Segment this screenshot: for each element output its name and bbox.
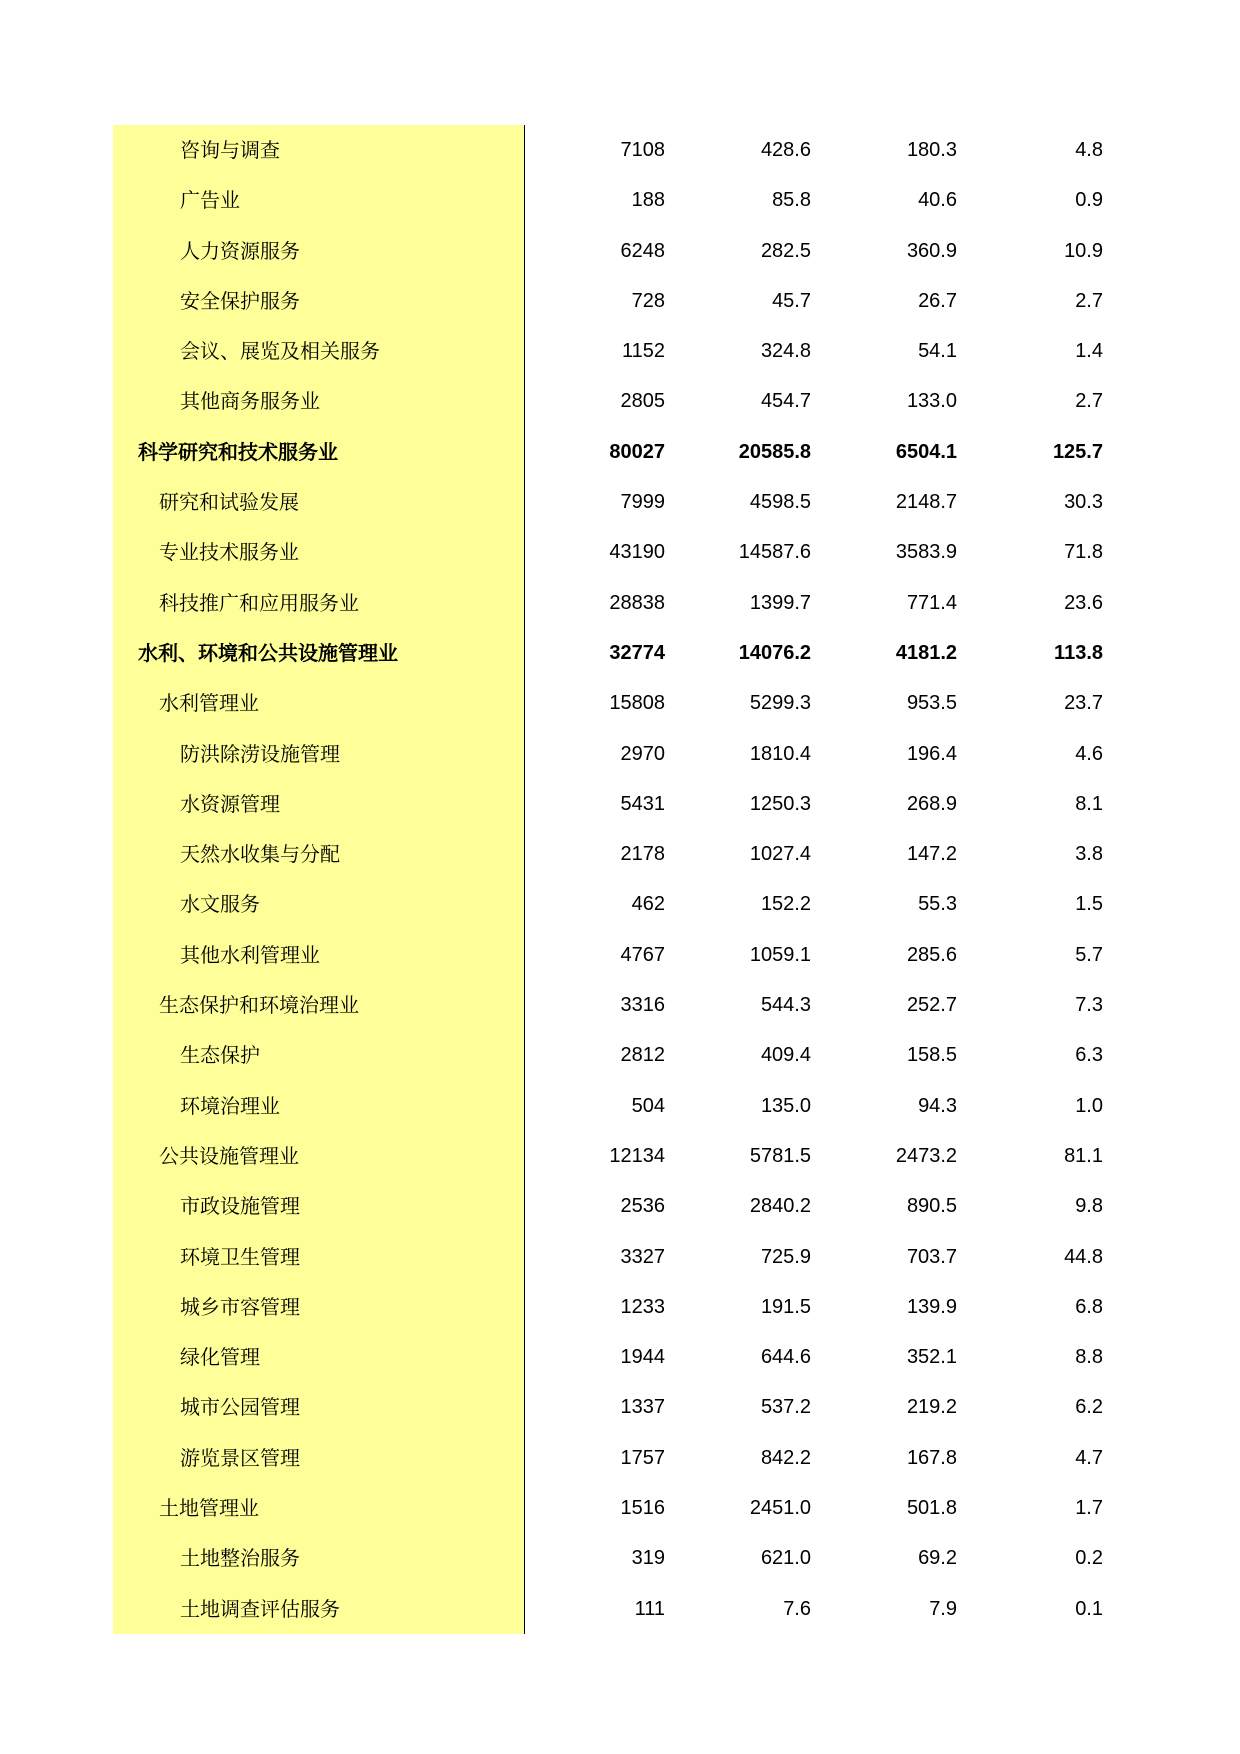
table-row bbox=[113, 326, 1113, 376]
table-row bbox=[113, 829, 1113, 879]
table-row bbox=[113, 125, 1113, 175]
value-cell-col4: 7.3 bbox=[1075, 994, 1103, 1017]
value-cell-col4: 1.4 bbox=[1075, 340, 1103, 363]
value-cell-col3: 167.8 bbox=[906, 1446, 957, 1469]
subcategory-label: 科技推广和应用服务业 bbox=[159, 590, 359, 615]
value-cell-col1: 4767 bbox=[620, 943, 665, 966]
table-row bbox=[113, 1232, 1113, 1282]
value-cell-col3: 352.1 bbox=[906, 1346, 957, 1369]
value-cell-col4: 0.2 bbox=[1075, 1547, 1103, 1570]
value-cell-col2: 454.7 bbox=[760, 390, 811, 413]
subcategory-label: 环境卫生管理 bbox=[180, 1244, 300, 1269]
table-row bbox=[113, 1382, 1113, 1432]
value-cell-col1: 462 bbox=[631, 893, 665, 916]
subcategory-label: 绿化管理 bbox=[180, 1345, 260, 1370]
value-cell-col3: 6504.1 bbox=[895, 440, 957, 463]
value-cell-col2: 2451.0 bbox=[749, 1497, 811, 1520]
value-cell-col1: 7999 bbox=[620, 491, 665, 514]
value-cell-col4: 4.8 bbox=[1075, 139, 1103, 161]
value-cell-col3: 26.7 bbox=[918, 289, 957, 312]
subcategory-label: 人力资源服务 bbox=[180, 238, 300, 263]
value-cell-col4: 9.8 bbox=[1075, 1195, 1103, 1218]
value-cell-col3: 7.9 bbox=[929, 1597, 957, 1620]
table-row bbox=[113, 527, 1113, 577]
value-cell-col3: 2148.7 bbox=[895, 491, 957, 514]
value-cell-col1: 5431 bbox=[620, 792, 665, 815]
table-row bbox=[113, 226, 1113, 276]
value-cell-col3: 501.8 bbox=[906, 1497, 957, 1520]
subcategory-label: 土地管理业 bbox=[159, 1496, 259, 1521]
value-cell-col2: 1810.4 bbox=[749, 742, 811, 765]
subcategory-label: 天然水收集与分配 bbox=[180, 842, 340, 867]
table-row bbox=[113, 628, 1113, 678]
value-cell-col4: 4.6 bbox=[1075, 742, 1103, 765]
table-row bbox=[113, 276, 1113, 326]
value-cell-col3: 40.6 bbox=[918, 189, 957, 212]
value-cell-col3: 2473.2 bbox=[895, 1144, 957, 1167]
value-cell-col2: 85.8 bbox=[772, 189, 811, 212]
table-row bbox=[113, 1131, 1113, 1181]
value-cell-col3: 703.7 bbox=[906, 1245, 957, 1268]
value-cell-col2: 5299.3 bbox=[749, 692, 811, 715]
value-cell-col4: 44.8 bbox=[1064, 1245, 1103, 1268]
value-cell-col3: 252.7 bbox=[906, 994, 957, 1017]
value-cell-col2: 1399.7 bbox=[749, 591, 811, 614]
value-cell-col2: 191.5 bbox=[760, 1295, 811, 1318]
value-cell-col2: 1027.4 bbox=[749, 843, 811, 866]
table-row bbox=[113, 980, 1113, 1030]
value-cell-col4: 3.8 bbox=[1075, 843, 1103, 866]
subcategory-label: 环境治理业 bbox=[180, 1093, 280, 1118]
table-row bbox=[113, 729, 1113, 779]
value-cell-col1: 504 bbox=[631, 1094, 665, 1117]
value-cell-col3: 139.9 bbox=[906, 1295, 957, 1318]
value-cell-col2: 152.2 bbox=[760, 893, 811, 916]
value-cell-col1: 7108 bbox=[620, 139, 665, 161]
value-cell-col4: 8.8 bbox=[1075, 1346, 1103, 1369]
subcategory-label: 市政设施管理 bbox=[180, 1194, 300, 1219]
value-cell-col1: 28838 bbox=[609, 591, 665, 614]
value-cell-col1: 80027 bbox=[609, 440, 665, 463]
value-cell-col2: 4598.5 bbox=[749, 491, 811, 514]
table-row bbox=[113, 1181, 1113, 1231]
subcategory-label: 广告业 bbox=[180, 188, 240, 213]
value-cell-col2: 7.6 bbox=[783, 1597, 811, 1620]
value-cell-col4: 0.9 bbox=[1075, 189, 1103, 212]
subcategory-label: 专业技术服务业 bbox=[159, 540, 299, 565]
value-cell-col1: 728 bbox=[631, 289, 665, 312]
value-cell-col4: 1.0 bbox=[1075, 1094, 1103, 1117]
table-row bbox=[113, 1081, 1113, 1131]
subcategory-label: 公共设施管理业 bbox=[159, 1143, 299, 1168]
value-cell-col2: 282.5 bbox=[760, 239, 811, 262]
value-cell-col2: 1250.3 bbox=[749, 792, 811, 815]
value-cell-col2: 409.4 bbox=[760, 1044, 811, 1067]
subcategory-label: 城市公园管理 bbox=[180, 1395, 300, 1420]
subcategory-label: 水文服务 bbox=[180, 892, 260, 917]
value-cell-col1: 12134 bbox=[609, 1144, 665, 1167]
value-cell-col3: 219.2 bbox=[906, 1396, 957, 1419]
table-row bbox=[113, 1332, 1113, 1382]
subcategory-label: 生态保护 bbox=[180, 1043, 260, 1068]
subcategory-label: 防洪除涝设施管理 bbox=[180, 741, 340, 766]
value-cell-col2: 45.7 bbox=[772, 289, 811, 312]
value-cell-col2: 621.0 bbox=[760, 1547, 811, 1570]
value-cell-col3: 94.3 bbox=[918, 1094, 957, 1117]
subcategory-label: 土地整治服务 bbox=[180, 1546, 300, 1571]
value-cell-col4: 4.7 bbox=[1075, 1446, 1103, 1469]
value-cell-col2: 20585.8 bbox=[738, 440, 811, 463]
value-cell-col3: 54.1 bbox=[918, 340, 957, 363]
table-body bbox=[113, 125, 1113, 1634]
value-cell-col1: 111 bbox=[634, 1597, 665, 1620]
table-row bbox=[113, 779, 1113, 829]
value-cell-col2: 1059.1 bbox=[749, 943, 811, 966]
table-row bbox=[113, 1030, 1113, 1080]
value-cell-col2: 842.2 bbox=[760, 1446, 811, 1469]
subcategory-label: 生态保护和环境治理业 bbox=[159, 993, 359, 1018]
value-cell-col4: 2.7 bbox=[1075, 289, 1103, 312]
subcategory-label: 土地调查评估服务 bbox=[180, 1596, 340, 1621]
value-cell-col2: 537.2 bbox=[760, 1396, 811, 1419]
table-row bbox=[113, 1282, 1113, 1332]
value-cell-col1: 3327 bbox=[620, 1245, 665, 1268]
value-cell-col3: 180.3 bbox=[906, 139, 957, 161]
value-cell-col4: 0.1 bbox=[1075, 1597, 1103, 1620]
value-cell-col4: 2.7 bbox=[1075, 390, 1103, 413]
value-cell-col1: 43190 bbox=[609, 541, 665, 564]
table-row bbox=[113, 578, 1113, 628]
value-cell-col1: 2970 bbox=[620, 742, 665, 765]
value-cell-col4: 71.8 bbox=[1064, 541, 1103, 564]
value-cell-col4: 8.1 bbox=[1075, 792, 1103, 815]
value-cell-col3: 360.9 bbox=[906, 239, 957, 262]
value-cell-col1: 2805 bbox=[620, 390, 665, 413]
value-cell-col3: 890.5 bbox=[906, 1195, 957, 1218]
value-cell-col1: 319 bbox=[631, 1547, 665, 1570]
value-cell-col3: 55.3 bbox=[918, 893, 957, 916]
table-row bbox=[113, 1483, 1113, 1533]
value-cell-col1: 15808 bbox=[609, 692, 665, 715]
value-cell-col1: 2536 bbox=[620, 1195, 665, 1218]
table-row bbox=[113, 477, 1113, 527]
value-cell-col4: 10.9 bbox=[1064, 239, 1103, 262]
value-cell-col3: 147.2 bbox=[906, 843, 957, 866]
value-cell-col1: 1944 bbox=[620, 1346, 665, 1369]
value-cell-col3: 133.0 bbox=[906, 390, 957, 413]
value-cell-col1: 3316 bbox=[620, 994, 665, 1017]
value-cell-col1: 2812 bbox=[620, 1044, 665, 1067]
value-cell-col2: 725.9 bbox=[760, 1245, 811, 1268]
value-cell-col4: 1.5 bbox=[1075, 893, 1103, 916]
value-cell-col3: 158.5 bbox=[906, 1044, 957, 1067]
subcategory-label: 咨询与调查 bbox=[180, 138, 280, 162]
value-cell-col2: 544.3 bbox=[760, 994, 811, 1017]
value-cell-col3: 268.9 bbox=[906, 792, 957, 815]
value-cell-col4: 5.7 bbox=[1075, 943, 1103, 966]
subcategory-label: 水利管理业 bbox=[159, 691, 259, 716]
value-cell-col2: 5781.5 bbox=[749, 1144, 811, 1167]
value-cell-col4: 23.6 bbox=[1064, 591, 1103, 614]
subcategory-label: 会议、展览及相关服务 bbox=[180, 339, 380, 364]
table-row bbox=[113, 175, 1113, 225]
subcategory-label: 安全保护服务 bbox=[180, 288, 300, 313]
value-cell-col1: 1757 bbox=[620, 1446, 665, 1469]
value-cell-col1: 32774 bbox=[609, 641, 665, 664]
table-row bbox=[113, 427, 1113, 477]
value-cell-col4: 6.2 bbox=[1075, 1396, 1103, 1419]
value-cell-col3: 3583.9 bbox=[895, 541, 957, 564]
table-row bbox=[113, 1533, 1113, 1583]
subcategory-label: 研究和试验发展 bbox=[159, 490, 299, 515]
value-cell-col4: 113.8 bbox=[1054, 641, 1103, 664]
subcategory-label: 城乡市容管理 bbox=[180, 1294, 300, 1319]
value-cell-col4: 81.1 bbox=[1064, 1144, 1103, 1167]
value-cell-col2: 2840.2 bbox=[749, 1195, 811, 1218]
value-cell-col4: 6.8 bbox=[1075, 1295, 1103, 1318]
subcategory-label: 水资源管理 bbox=[180, 791, 280, 816]
value-cell-col3: 285.6 bbox=[906, 943, 957, 966]
subcategory-label: 其他水利管理业 bbox=[180, 942, 320, 967]
value-cell-col4: 30.3 bbox=[1064, 491, 1103, 514]
value-cell-col2: 135.0 bbox=[760, 1094, 811, 1117]
value-cell-col2: 644.6 bbox=[760, 1346, 811, 1369]
value-cell-col3: 69.2 bbox=[918, 1547, 957, 1570]
table-row bbox=[113, 930, 1113, 980]
value-cell-col4: 6.3 bbox=[1075, 1044, 1103, 1067]
value-cell-col1: 1233 bbox=[620, 1295, 665, 1318]
value-cell-col3: 4181.2 bbox=[895, 641, 957, 664]
value-cell-col1: 1516 bbox=[620, 1497, 665, 1520]
value-cell-col1: 1152 bbox=[621, 340, 665, 363]
value-cell-col1: 6248 bbox=[620, 239, 665, 262]
value-cell-col2: 324.8 bbox=[760, 340, 811, 363]
value-cell-col3: 771.4 bbox=[906, 591, 957, 614]
value-cell-col2: 14076.2 bbox=[738, 641, 811, 664]
value-cell-col1: 1337 bbox=[620, 1396, 665, 1419]
table-row bbox=[113, 1433, 1113, 1483]
table-row bbox=[113, 879, 1113, 929]
category-label: 水利、环境和公共设施管理业 bbox=[138, 640, 398, 665]
subcategory-label: 其他商务服务业 bbox=[180, 389, 320, 414]
value-cell-col4: 1.7 bbox=[1075, 1497, 1103, 1520]
value-cell-col3: 196.4 bbox=[906, 742, 957, 765]
value-cell-col1: 188 bbox=[631, 189, 665, 212]
value-cell-col4: 125.7 bbox=[1052, 440, 1103, 463]
category-label: 科学研究和技术服务业 bbox=[138, 439, 338, 464]
subcategory-label: 游览景区管理 bbox=[180, 1445, 300, 1470]
table-row bbox=[113, 1584, 1113, 1634]
value-cell-col3: 953.5 bbox=[906, 692, 957, 715]
value-cell-col4: 23.7 bbox=[1064, 692, 1103, 715]
table-row bbox=[113, 678, 1113, 728]
value-cell-col2: 14587.6 bbox=[738, 541, 811, 564]
value-cell-col1: 2178 bbox=[620, 843, 665, 866]
table-row bbox=[113, 376, 1113, 426]
value-cell-col2: 428.6 bbox=[760, 139, 811, 161]
